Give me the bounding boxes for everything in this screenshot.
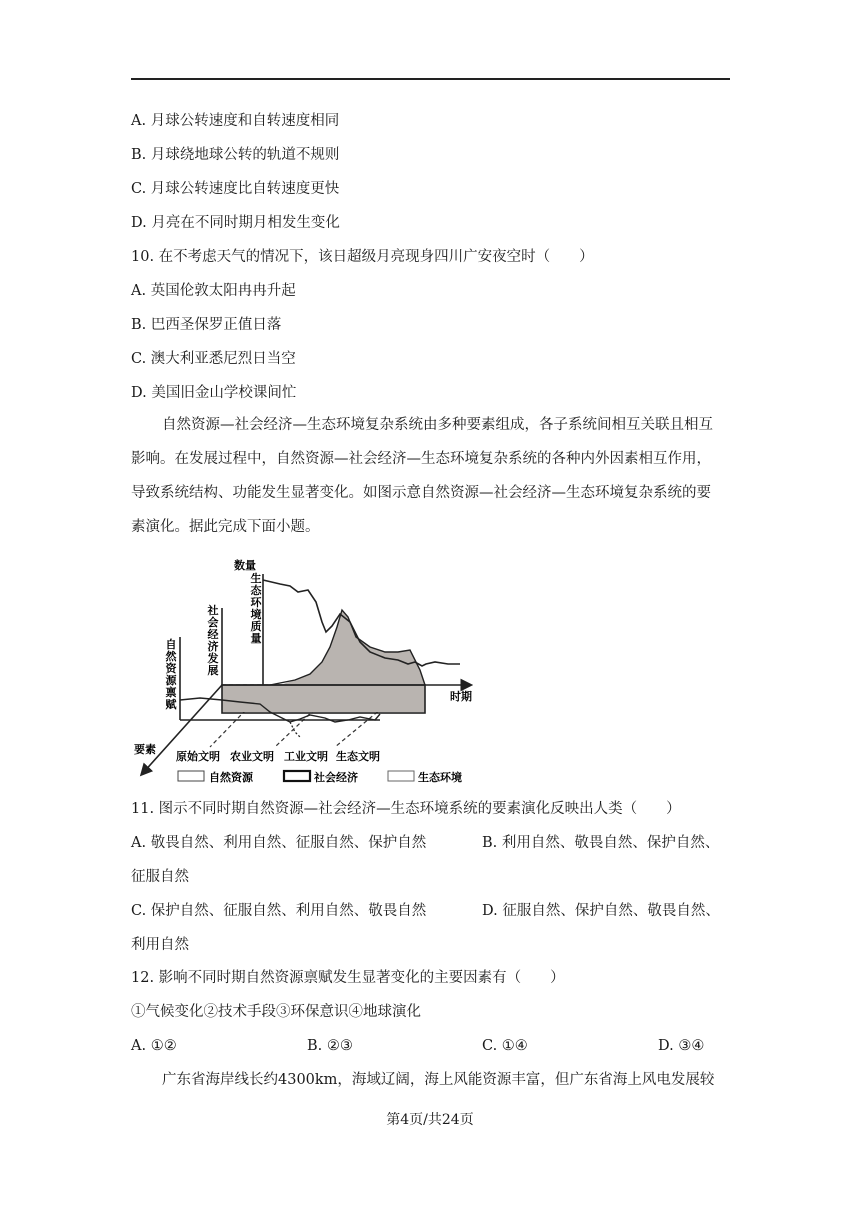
q10-option-b: B. 巴西圣保罗正值日落 xyxy=(131,317,282,333)
system-evolution-figure xyxy=(130,552,480,790)
q11-option-b-cont: 征服自然 xyxy=(131,869,189,885)
header-rule xyxy=(131,78,730,80)
label_social-char: 会 xyxy=(207,616,219,629)
passage-2: 广东省海岸线长约4300km，海域辽阔，海上风能资源丰富，但广东省海上风电发展较 xyxy=(162,1072,715,1088)
period-label: 农业文明 xyxy=(230,750,274,763)
label_natural-char: 源 xyxy=(165,674,177,687)
q11-option-b: B. 利用自然、敬畏自然、保护自然、 xyxy=(482,835,720,851)
q11-option-d: D. 征服自然、保护自然、敬畏自然、 xyxy=(482,903,720,919)
q11-stem: 11. 图示不同时期自然资源—社会经济—生态环境系统的要素演化反映出人类（ ） xyxy=(131,801,681,817)
q12-option-a: A. ①② xyxy=(131,1038,177,1054)
passage-1-line: 导致系统结构、功能发生显著变化。如图示意自然资源—社会经济—生态环境复杂系统的要 xyxy=(131,485,711,501)
label_eco-char: 境 xyxy=(250,608,262,621)
period-label: 生态文明 xyxy=(336,750,380,763)
q10-stem: 10. 在不考虑天气的情况下，该日超级月亮现身四川广安夜空时（ ） xyxy=(131,249,594,265)
q12-option-b: B. ②③ xyxy=(307,1038,353,1054)
legend-swatch-natural xyxy=(178,771,204,781)
q9-option-a: A. 月球公转速度和自转速度相同 xyxy=(131,113,340,129)
label_social-char: 社 xyxy=(207,604,219,617)
label_social-char: 展 xyxy=(207,664,219,677)
legend-label: 生态环境 xyxy=(418,771,462,784)
legend-swatch-eco xyxy=(388,771,414,781)
q11-option-d-cont: 利用自然 xyxy=(131,937,189,953)
q10-option-a: A. 英国伦敦太阳冉冉升起 xyxy=(131,283,296,299)
q10-option-d: D. 美国旧金山学校课间忙 xyxy=(131,385,297,401)
q12-stem: 12. 影响不同时期自然资源禀赋发生显著变化的主要因素有（ ） xyxy=(131,970,565,986)
y-axis-label: 数量 xyxy=(234,559,256,572)
label_eco-char: 质 xyxy=(250,620,262,633)
natural-resource-label xyxy=(166,637,178,711)
z-axis-label: 要素 xyxy=(134,743,156,756)
x-axis-label: 时期 xyxy=(450,690,472,703)
label_natural-char: 自 xyxy=(165,638,177,651)
q12-items: ①气候变化②技术手段③环保意识④地球演化 xyxy=(131,1004,421,1020)
label_eco-char: 量 xyxy=(250,632,262,645)
page-footer: 第4页/共24页 xyxy=(386,1112,474,1128)
passage-1-line: 素演化。据此完成下面小题。 xyxy=(131,519,320,535)
label_natural-char: 然 xyxy=(165,650,177,663)
period-label: 工业文明 xyxy=(284,750,328,763)
label_social-char: 发 xyxy=(207,652,219,665)
label_eco-char: 环 xyxy=(250,596,262,609)
period-label: 原始文明 xyxy=(176,750,220,763)
passage-1 xyxy=(131,408,731,544)
q12-option-c: C. ①④ xyxy=(482,1038,528,1054)
q9-option-d: D. 月亮在不同时期月相发生变化 xyxy=(131,215,340,231)
label_social-char: 经 xyxy=(207,628,219,641)
q12-option-d: D. ③④ xyxy=(658,1038,705,1054)
legend-label: 社会经济 xyxy=(314,771,358,784)
label_natural-char: 赋 xyxy=(165,698,177,711)
legend-swatch-social xyxy=(284,771,310,781)
q11-option-c: C. 保护自然、征服自然、利用自然、敬畏自然 xyxy=(131,903,427,919)
q9-option-b: B. 月球绕地球公转的轨道不规则 xyxy=(131,147,340,163)
legend-label: 自然资源 xyxy=(209,771,253,784)
label_social-char: 济 xyxy=(207,640,219,653)
eco-quality-label xyxy=(251,571,263,645)
label_natural-char: 资 xyxy=(165,662,177,675)
passage-1-line: 影响。在发展过程中，自然资源—社会经济—生态环境复杂系统的各种内外因素相互作用， xyxy=(131,451,711,467)
social-economy-label xyxy=(207,603,219,677)
passage-1-line: 自然资源—社会经济—生态环境复杂系统由多种要素组成，各子系统间相互关联且相互 xyxy=(162,417,713,433)
q9-option-c: C. 月球公转速度比自转速度更快 xyxy=(131,181,340,197)
q10-option-c: C. 澳大利亚悉尼烈日当空 xyxy=(131,351,296,367)
label_natural-char: 禀 xyxy=(165,686,177,699)
label_eco-char: 生 xyxy=(250,572,262,585)
label_eco-char: 态 xyxy=(250,584,262,597)
q11-option-a: A. 敬畏自然、利用自然、征服自然、保护自然 xyxy=(131,835,427,851)
